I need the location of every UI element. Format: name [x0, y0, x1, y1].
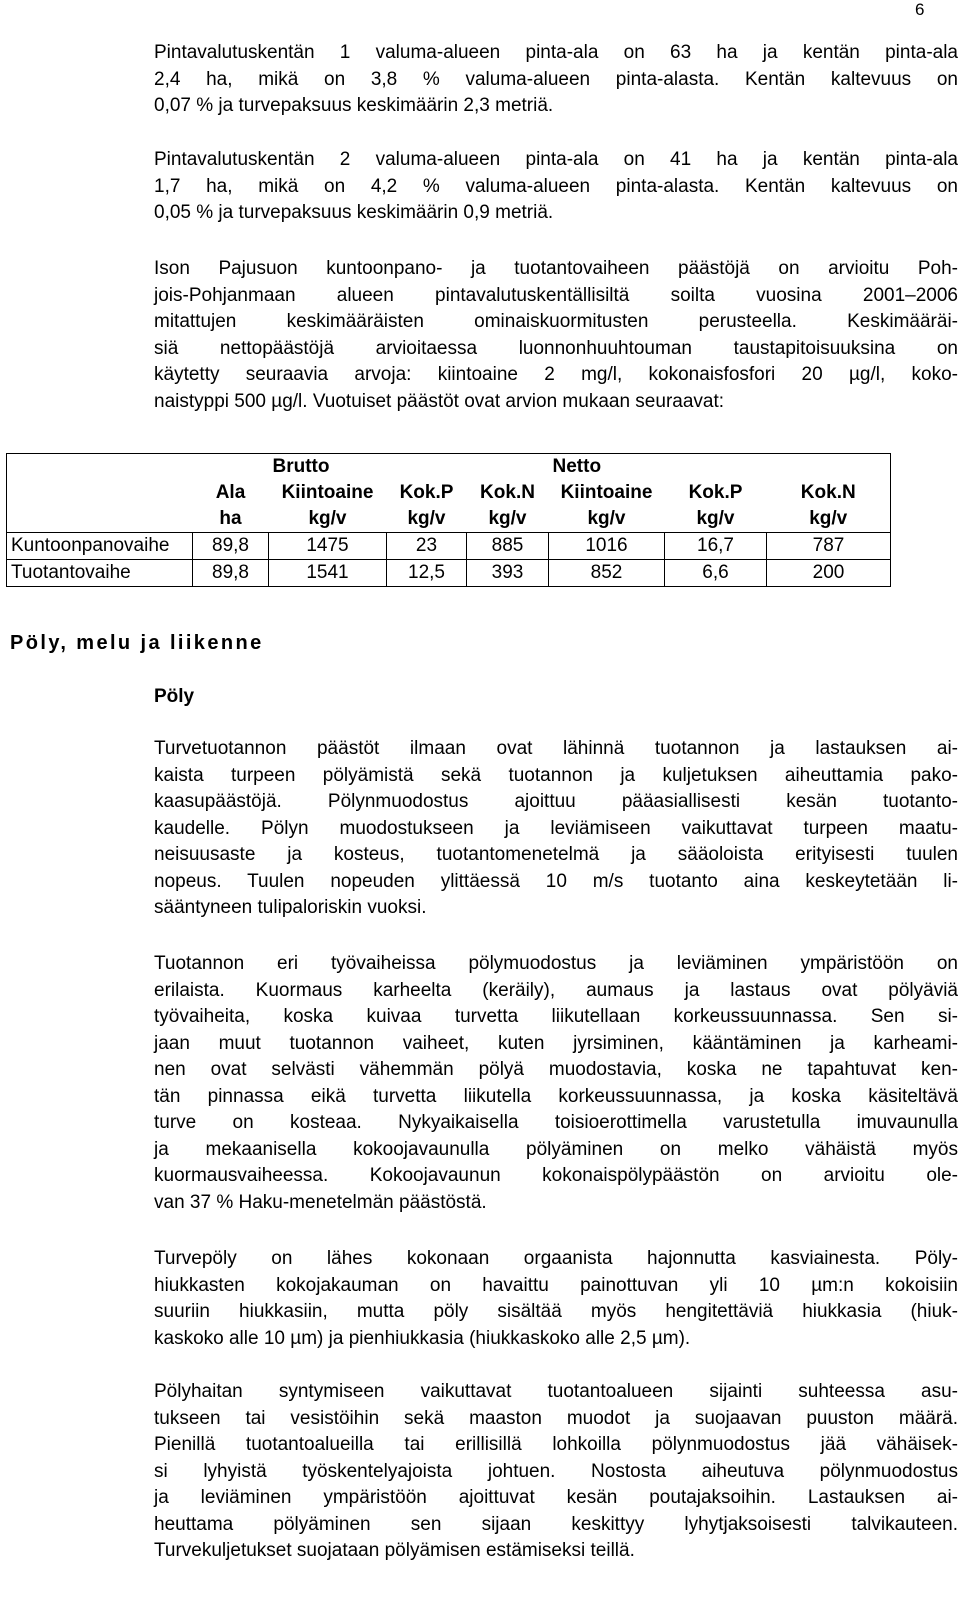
unit-ala: ha — [219, 508, 242, 529]
text-line: kaasupäästöjä. Pölynmuodostus ajoittuu pääasiallisesti kesän tuotanto- — [154, 791, 958, 812]
text-line: jois-Pohjanmaan alueen pintavalutuskentällisiltä soilta vuosina 2001–2006 — [154, 284, 958, 306]
text-line: ja leviäminen ympäristöön ajoittuvat kesän poutajaksoihin. Lastauksen ai- — [154, 1487, 958, 1508]
unit-label: kg/v — [308, 508, 347, 529]
group-header-brutto: Brutto — [269, 454, 549, 481]
unit-label: kg/v — [696, 508, 735, 529]
text-line: Pienillä tuotantoalueilla tai erillisillä lohkoilla pölynmuodostus jää vähäisek- — [154, 1434, 958, 1455]
text-line: nen ovat selvästi vähemmän pölyä muodostavia, koska ne tapahtuvat ken- — [154, 1059, 958, 1080]
emissions-table — [6, 453, 891, 587]
table-column-header-row — [7, 480, 891, 506]
text-line: van 37 % Haku-menetelmän päästöstä. — [154, 1191, 487, 1213]
text-line: naistyppi 500 µg/l. Vuotuiset päästöt ovat arvion mukaan seuraavat: — [154, 390, 725, 412]
paragraph-field-2 — [154, 147, 958, 227]
text-line: neisuusaste ja kosteus, tuotantomenetelmä ja sääoloista erityisesti tuulen — [154, 844, 958, 865]
table-unit-row — [7, 506, 891, 533]
text-line: turve on kosteaa. Nykyaikaisella toisioerottimella varustetulla imuvaunulla — [154, 1112, 958, 1133]
text-line: kaista turpeen pölyämistä sekä tuotannon ja kuljetuksen aiheuttamia pako- — [154, 764, 958, 786]
column-header-brutto-kokn: Kok.N — [480, 482, 535, 503]
text-line: 2,4 ha, mikä on 3,8 % valuma-alueen pinta-alasta. Kentän kaltevuus on — [154, 68, 958, 90]
table-group-header-row — [7, 454, 891, 481]
cell-brutto-kokp: 23 — [387, 533, 467, 560]
paragraph-emissions-intro — [154, 256, 958, 415]
text-line: Pölyhaitan syntymiseen vaikuttavat tuotantoalueen sijainti suhteessa asu- — [154, 1381, 958, 1402]
paragraph-dust-3 — [154, 1246, 958, 1352]
cell-ala: 89,8 — [193, 533, 269, 560]
text-line: hiukkasten kokojakauman on havaittu painottuvan yli 10 µm:n kokoisiin — [154, 1274, 958, 1296]
text-line: Ison Pajusuon kuntoonpano- ja tuotantovaiheen päästöjä on arvioitu Poh- — [154, 258, 958, 279]
unit-label: kg/v — [488, 508, 527, 529]
text-line: tukseen tai vesistöihin sekä maaston muodot ja suojaavan puuston määrä. — [154, 1407, 958, 1429]
cell-brutto-kiintoaine: 1541 — [269, 560, 387, 587]
subsection-title: Pöly — [154, 686, 195, 707]
text-line: siä nettopäästöjä arvioitaessa luonnonhuuhtouman taustapitoisuuksina on — [154, 337, 958, 359]
text-line: erilaista. Kuormaus karheelta (keräily), aumaus ja lastaus ovat pölyäviä — [154, 979, 958, 1001]
text-line: kaudelle. Pölyn muodostukseen ja leviämiseen vaikuttavat turpeen maatu- — [154, 817, 958, 839]
text-line: 1,7 ha, mikä on 4,2 % valuma-alueen pinta-alasta. Kentän kaltevuus on — [154, 175, 958, 197]
text-line: 0,07 % ja turvepaksuus keskimäärin 2,3 metriä. — [154, 95, 554, 116]
text-line: työvaiheita, koska kuivaa turvetta liikutellaan korkeussuunnassa. Sen si- — [154, 1006, 958, 1027]
column-header-ala: Ala — [215, 482, 246, 503]
cell-brutto-kokp: 12,5 — [387, 560, 467, 587]
section-title: Pöly, melu ja liikenne — [10, 632, 264, 654]
text-line: kaskoko alle 10 µm) ja pienhiukkasia (hiukkaskoko alle 2,5 µm). — [154, 1327, 691, 1349]
column-header-brutto-kiintoaine: Kiintoaine — [281, 482, 374, 503]
row-label: Kuntoonpanovaihe — [7, 533, 193, 560]
text-line: Turvekuljetukset suojataan pölyämisen estämiseksi teillä. — [154, 1540, 635, 1561]
column-header-netto-kokp: Kok.P — [688, 482, 743, 503]
unit-label: kg/v — [407, 508, 446, 529]
text-line: mitattujen keskimääräisten ominaiskuormitusten perusteella. Keskimääräi- — [154, 311, 958, 332]
text-line: Turvepöly on lähes kokonaan orgaanista hajonnutta kasviainesta. Pöly- — [154, 1248, 958, 1269]
cell-brutto-kokn: 393 — [467, 560, 549, 587]
cell-netto-kiintoaine: 1016 — [549, 533, 665, 560]
text-line: Tuotannon eri työvaiheissa pölymuodostus ja leviäminen ympäristöön on — [154, 953, 958, 974]
cell-netto-kokn: 200 — [767, 560, 891, 587]
group-header-netto: Netto — [549, 454, 891, 481]
row-label: Tuotantovaihe — [7, 560, 193, 587]
text-line: käytetty seuraavia arvoja: kiintoaine 2 mg/l, kokonaisfosfori 20 µg/l, koko- — [154, 364, 958, 385]
cell-brutto-kiintoaine: 1475 — [269, 533, 387, 560]
text-line: ja mekaanisella kokoojavaunulla pölyäminen on melko vähäistä myös — [154, 1138, 958, 1160]
unit-label: kg/v — [767, 506, 891, 533]
column-header-netto-kokn: Kok.N — [767, 480, 891, 506]
paragraph-dust-2 — [154, 951, 958, 1216]
column-header-netto-kiintoaine: Kiintoaine — [560, 482, 653, 503]
cell-netto-kokp: 6,6 — [665, 560, 767, 587]
cell-netto-kiintoaine: 852 — [549, 560, 665, 587]
cell-ala: 89,8 — [193, 560, 269, 587]
page-number: 6 — [915, 0, 925, 19]
cell-netto-kokp: 16,7 — [665, 533, 767, 560]
text-line: kuormausvaiheessa. Kokoojavaunun kokonaispölypäästön on arvioitu ole- — [154, 1165, 958, 1186]
cell-netto-kokn: 787 — [767, 533, 891, 560]
text-line: 0,05 % ja turvepaksuus keskimäärin 0,9 metriä. — [154, 202, 554, 223]
text-line: nopeus. Tuulen nopeuden ylittäessä 10 m/s tuotanto aina keskeytetään li- — [154, 870, 958, 892]
cell-brutto-kokn: 885 — [467, 533, 549, 560]
text-line: Turvetuotannon päästöt ilmaan ovat lähinnä tuotannon ja lastauksen ai- — [154, 738, 958, 759]
text-line: heuttama pölyäminen sen sijaan keskittyy lyhytjaksoisesti talvikauteen. — [154, 1513, 958, 1535]
table-row — [7, 560, 891, 587]
paragraph-field-1 — [154, 40, 958, 120]
table-row — [7, 533, 891, 560]
paragraph-dust-4 — [154, 1379, 958, 1565]
column-header-brutto-kokp: Kok.P — [399, 482, 454, 503]
text-line: Pintavalutuskentän 2 valuma-alueen pinta-ala on 41 ha ja kentän pinta-ala — [154, 149, 958, 170]
text-line: jaan muut tuotannon vaiheet, kuten jyrsiminen, kääntäminen ja karheami- — [154, 1032, 958, 1054]
text-line: sääntyneen tulipaloriskin vuoksi. — [154, 897, 427, 918]
text-line: suuriin hiukkasiin, mutta pöly sisältää myös hengitettäviä hiukkasia (hiuk- — [154, 1301, 958, 1322]
text-line: si lyhyistä työskentelyajoista johtuen. Nostosta aiheutuva pölynmuodostus — [154, 1460, 958, 1482]
paragraph-dust-1 — [154, 736, 958, 922]
text-line: tän pinnassa eikä turvetta liikutella korkeussuunnassa, ja koska käsiteltävä — [154, 1085, 958, 1107]
text-line: Pintavalutuskentän 1 valuma-alueen pinta-ala on 63 ha ja kentän pinta-ala — [154, 42, 958, 63]
unit-label: kg/v — [587, 508, 626, 529]
